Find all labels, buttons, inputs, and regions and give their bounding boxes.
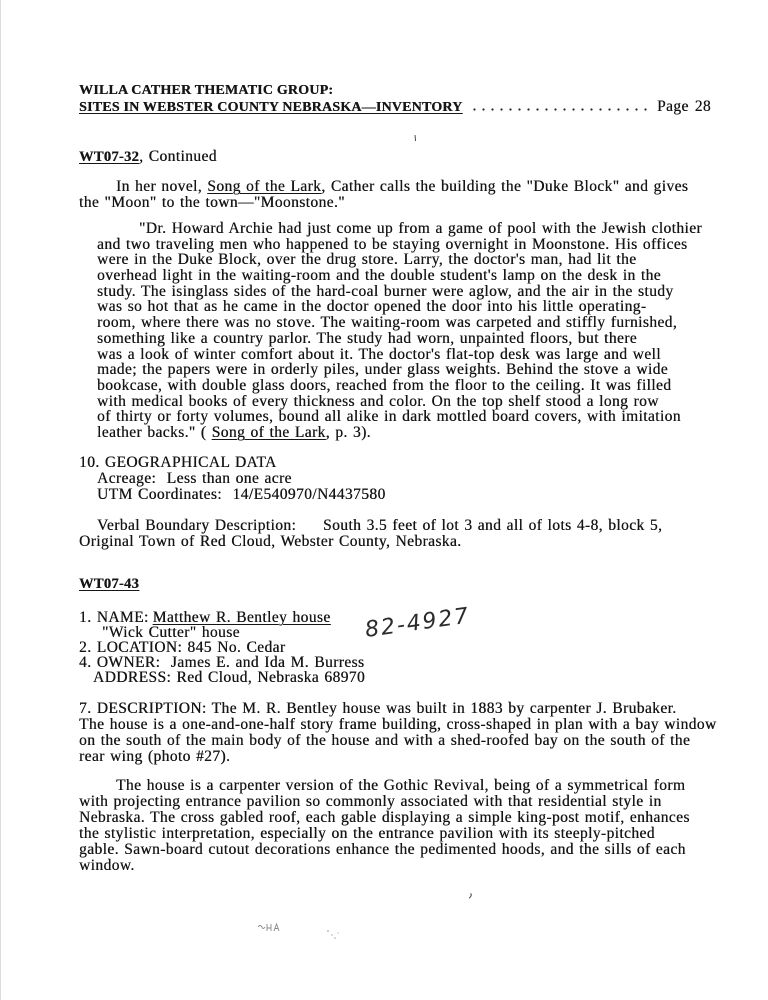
property-name: Matthew R. Bentley house	[152, 609, 331, 626]
quote-line: room, where there was no stove. The waiting-room was carpeted and stiffly furnished,	[97, 314, 678, 332]
handwritten-reference-number: 82-4927	[363, 603, 472, 643]
acreage-line: Acreage: Less than one acre	[97, 470, 292, 487]
scan-specks	[327, 930, 339, 939]
section-heading-line	[79, 149, 217, 165]
quote-line: was so hot that as he came in the doctor opened the door into his little operating-	[97, 298, 647, 316]
smudge-stroke	[267, 924, 271, 931]
paragraph-line: with projecting entrance pavilion so commonly associated with that residential style in	[79, 793, 662, 810]
section-heading-wt07-43	[79, 576, 139, 592]
document-header	[79, 83, 711, 115]
boundary-label: Verbal Boundary Description:	[97, 517, 297, 534]
name-line	[79, 610, 365, 625]
alternate-name: "Wick Cutter" house	[102, 624, 240, 641]
paragraph-line: Nebraska. The cross gabled roof, each gable displaying a simple king-post motif, enhances	[79, 809, 690, 826]
page-number: 28	[694, 98, 711, 115]
paragraph-line: window.	[79, 857, 135, 874]
address-line: ADDRESS: Red Cloud, Nebraska 68970	[93, 669, 366, 686]
geographical-heading: 10. GEOGRAPHICAL DATA	[79, 454, 277, 471]
paragraph-line: the stylistic interpretation, especially on the entrance pavilion with its steeply-pitched	[79, 825, 655, 842]
description-line: rear wing (photo #27).	[79, 748, 231, 765]
intro-line-2: the "Moon" to the town—"Moonstone."	[79, 194, 345, 211]
intro-line-1	[79, 179, 688, 195]
quote-line: overhead light in the waiting-room and the double student's lamp on the desk in the	[97, 267, 661, 285]
citation-page: , p. 3).	[325, 423, 371, 441]
section-heading-wt07-32	[79, 149, 217, 165]
scan-speck	[337, 932, 338, 933]
scan-tick-mark	[415, 135, 416, 141]
quote-line: was a look of winter comfort about it. The doctor's flat-top desk was large and well	[97, 345, 661, 363]
intro-text: , Cather calls the building the "Duke Block" and gives	[321, 178, 689, 195]
scan-speck	[334, 937, 336, 939]
dot-leader	[470, 108, 649, 111]
smudge-stroke	[274, 924, 279, 931]
quote-citation-line	[97, 425, 702, 441]
location-line: 2. LOCATION: 845 No. Cedar	[79, 639, 286, 656]
property-details	[79, 610, 365, 685]
smudge-stroke	[258, 926, 265, 929]
citation-title: Song of the Lark	[211, 423, 326, 441]
quote-text: leather backs." (	[97, 423, 212, 441]
utm-line: UTM Coordinates: 14/E540970/N4437580	[97, 486, 386, 503]
scan-speck	[327, 930, 329, 932]
quote-line: "Dr. Howard Archie had just come up from a game of pool with the Jewish clothier	[139, 220, 702, 237]
name-label: 1. NAME:	[79, 609, 149, 626]
inventory-title-row	[79, 99, 711, 115]
geographical-data	[79, 455, 386, 503]
quoted-passage	[97, 221, 702, 441]
boundary-description	[79, 518, 719, 550]
group-title: WILLA CATHER THEMATIC GROUP:	[79, 83, 334, 98]
continued-label: , Continued	[139, 148, 217, 165]
style-paragraph	[79, 778, 690, 874]
paragraph-line: gable. Sawn-board cutout decorations enhance the pedimented hoods, and the sills of each	[79, 841, 686, 858]
quote-line: with medical books of every thickness and color. On the top shelf stood a long row	[97, 392, 659, 410]
section-heading-line	[79, 576, 139, 592]
boundary-line-1	[79, 518, 719, 534]
boundary-text: South 3.5 feet of lot 3 and all of lots 4-8, block 5,	[323, 517, 663, 534]
scan-comma-mark	[469, 894, 471, 899]
inventory-title: SITES IN WEBSTER COUNTY NEBRASKA—INVENTORY	[79, 100, 463, 115]
quote-line: study. The isinglass sides of the hard-coal burner were aglow, and the air in the study	[97, 282, 674, 300]
quote-line: of thirty or forty volumes, bound all alike in dark mottled board covers, with imitation	[97, 408, 681, 426]
quote-line: were in the Duke Block, over the drug store. Larry, the doctor's man, had lit the	[97, 251, 637, 269]
site-id: WT07-32	[79, 149, 140, 165]
description-paragraph	[79, 701, 717, 765]
description-line: on the south of the main body of the house and with a shed-roofed bay on the south of the	[79, 732, 691, 749]
page-label: Page	[656, 98, 689, 115]
owner-line: 4. OWNER: James E. and Ida M. Burress	[79, 654, 365, 671]
quote-line: and two traveling men who happened to be staying overnight in Moonstone. His offices	[97, 235, 688, 253]
boundary-line-2: Original Town of Red Cloud, Webster County, Nebraska.	[79, 533, 462, 550]
intro-paragraph	[79, 179, 688, 211]
quote-line: something like a country parlor. The study had worn, unpainted floors, but there	[97, 329, 638, 347]
scan-smudge	[258, 924, 279, 931]
intro-text: In her novel,	[116, 178, 208, 195]
quote-line: made; the papers were in orderly piles, under glass weights. Behind the stove a wide	[97, 361, 669, 379]
paragraph-line: The house is a carpenter version of the Gothic Revival, being of a symmetrical form	[116, 777, 686, 794]
site-id: WT07-43	[79, 576, 140, 592]
description-line: The house is a one-and-one-half story frame building, cross-shaped in plan with a bay window	[79, 716, 717, 733]
description-line: 7. DESCRIPTION: The M. R. Bentley house was built in 1883 by carpenter J. Brubaker.	[79, 700, 677, 717]
novel-title: Song of the Lark	[207, 178, 322, 195]
quote-line: bookcase, with double glass doors, reached from the floor to the ceiling. It was filled	[97, 376, 672, 394]
scan-speck	[331, 934, 332, 935]
